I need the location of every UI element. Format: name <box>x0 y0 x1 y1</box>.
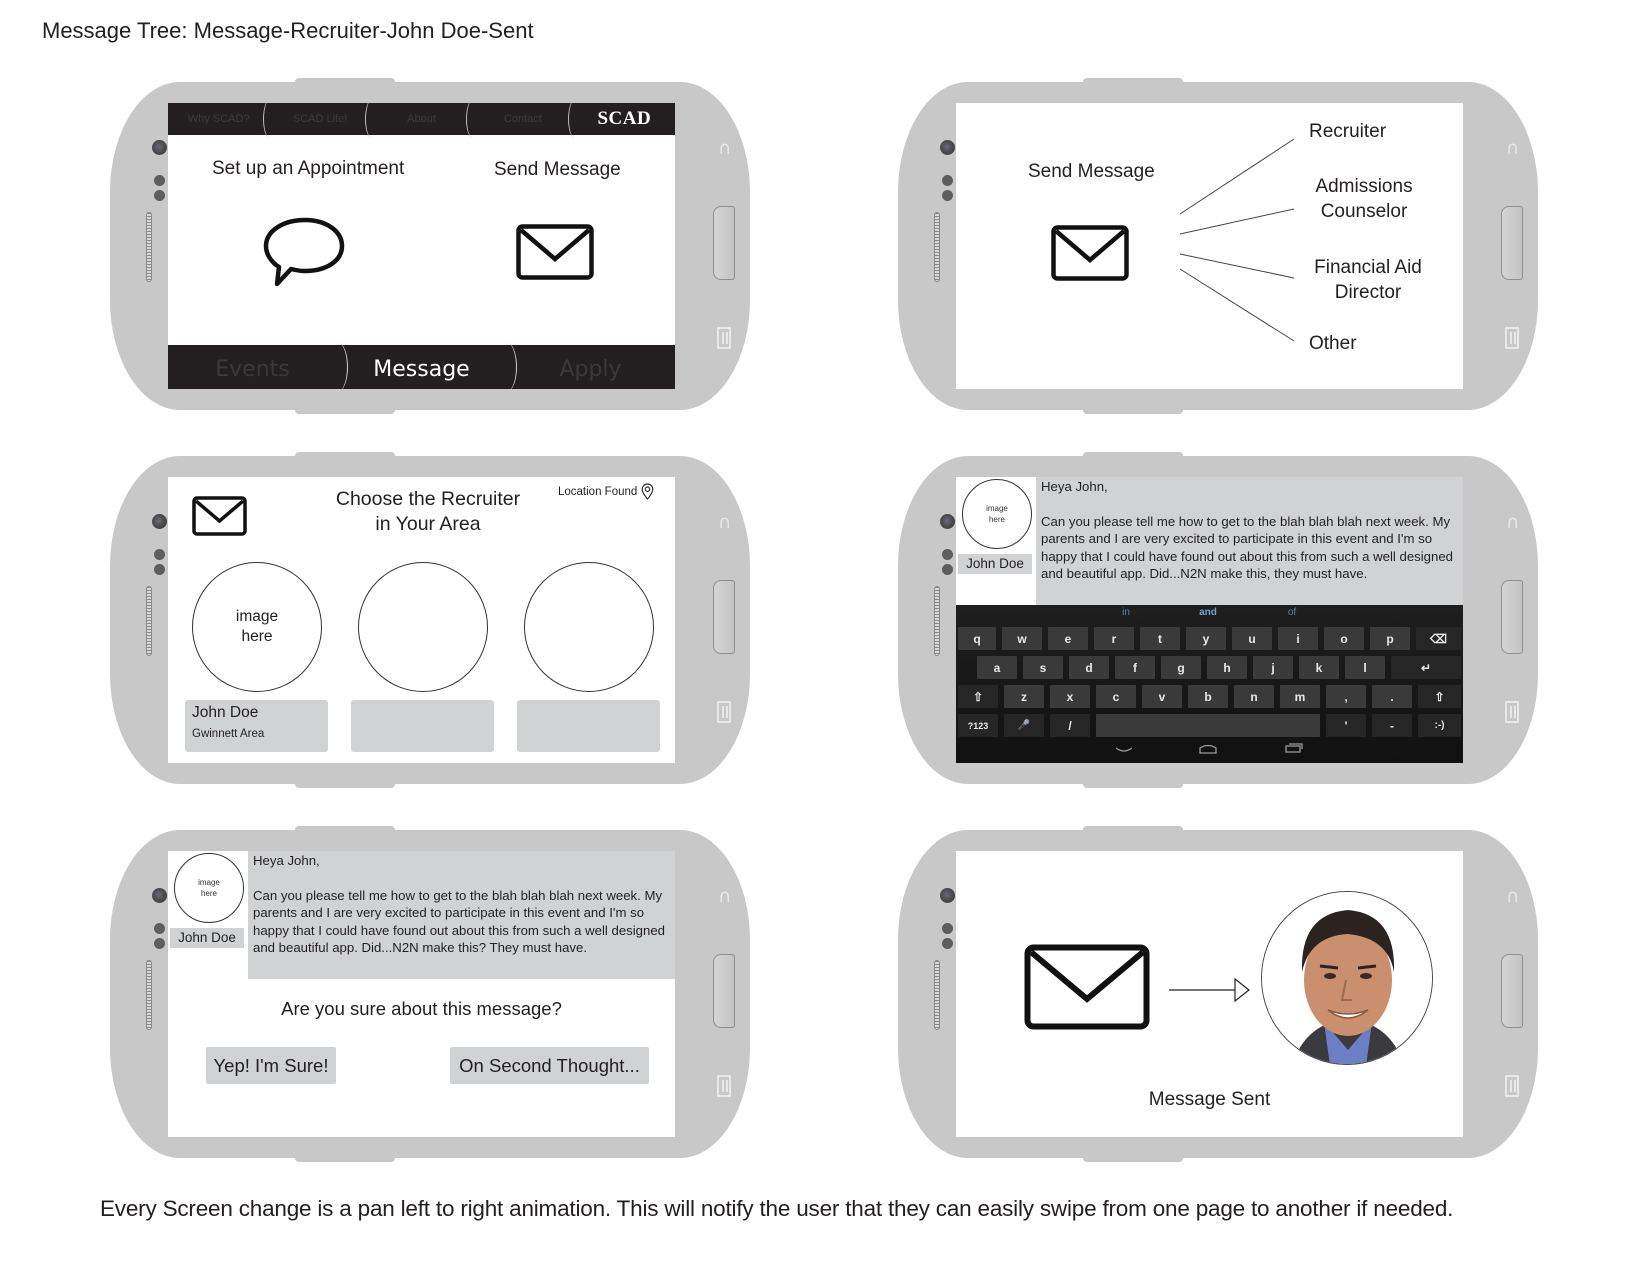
option-admissions-counselor[interactable] <box>1309 174 1419 224</box>
key-j[interactable]: j <box>1253 656 1293 679</box>
key-emoticon[interactable]: :-) <box>1418 714 1461 737</box>
heading-line: in Your Area <box>375 513 481 535</box>
confirm-send-button[interactable]: Yep! I'm Sure! <box>206 1047 336 1084</box>
camera-icon <box>152 140 167 155</box>
key-z[interactable]: z <box>1004 685 1044 708</box>
message-sent-status: Message Sent <box>1148 1089 1271 1110</box>
recipient-name: John Doe <box>958 554 1032 574</box>
key-m[interactable]: m <box>1280 685 1320 708</box>
key-enter[interactable]: ↵ <box>1391 656 1461 679</box>
key-period[interactable]: . <box>1372 685 1412 708</box>
tree-connector-lines <box>956 103 1463 389</box>
appointment-label[interactable]: Set up an Appointment <box>212 158 405 179</box>
menu-icon[interactable] <box>1505 701 1519 723</box>
phone-message-sent <box>898 830 1538 1158</box>
key-u[interactable]: u <box>1232 627 1272 650</box>
key-h[interactable]: h <box>1207 656 1247 679</box>
footer-note: Every Screen change is a pan left to right animation. This will notify the user that they can easily swipe from one page to another if needed. <box>100 1196 1454 1221</box>
camera-icon <box>152 888 167 903</box>
back-icon[interactable]: ∩ <box>1506 886 1520 907</box>
recruiter-card[interactable] <box>517 700 660 752</box>
key-f[interactable]: f <box>1115 656 1155 679</box>
tab-apply[interactable]: Apply <box>506 345 675 389</box>
recruiter-photo-placeholder[interactable] <box>524 562 654 692</box>
sensor-dot <box>942 923 953 934</box>
screen-message-sent <box>956 851 1463 1137</box>
key-o[interactable]: o <box>1324 627 1364 650</box>
speaker-grille <box>146 212 152 282</box>
back-icon[interactable]: ∩ <box>718 512 732 533</box>
placeholder-text <box>236 607 278 647</box>
suggestion-in[interactable]: in <box>1122 607 1130 618</box>
page-heading <box>308 487 548 537</box>
key-c[interactable]: c <box>1096 685 1136 708</box>
option-line: Financial Aid <box>1314 257 1422 278</box>
speaker-grille <box>934 212 940 282</box>
microphone-icon[interactable]: 🎤 <box>1004 714 1044 737</box>
back-icon[interactable]: ∩ <box>1506 138 1520 159</box>
key-r[interactable]: r <box>1094 627 1134 650</box>
phone-message-tree <box>898 82 1538 410</box>
sensor-dot <box>154 923 165 934</box>
key-comma[interactable]: , <box>1326 685 1366 708</box>
key-apostrophe[interactable]: ' <box>1326 714 1366 737</box>
sensor-dot <box>154 549 165 560</box>
key-space[interactable] <box>1096 714 1320 737</box>
screen-choose-recruiter <box>168 477 675 763</box>
camera-icon <box>940 140 955 155</box>
screen-confirm-message <box>168 851 675 1137</box>
option-recruiter[interactable]: Recruiter <box>1309 121 1387 142</box>
recipient-avatar <box>962 479 1032 549</box>
key-l[interactable]: l <box>1345 656 1385 679</box>
key-p[interactable]: p <box>1370 627 1410 650</box>
key-i[interactable]: i <box>1278 627 1318 650</box>
nav-home-icon[interactable] <box>1198 743 1218 755</box>
key-shift-left[interactable]: ⇧ <box>958 685 998 708</box>
key-a[interactable]: a <box>977 656 1017 679</box>
placeholder-line: here <box>200 889 217 898</box>
sensor-dot <box>154 938 165 949</box>
menu-icon[interactable] <box>717 1075 731 1097</box>
arrow-right-icon <box>1169 977 1254 1003</box>
key-n[interactable]: n <box>1234 685 1274 708</box>
home-button[interactable] <box>1501 206 1523 280</box>
sensor-dot <box>942 564 953 575</box>
page-title: Message Tree: Message-Recruiter-John Doe-Sent <box>42 18 534 43</box>
key-d[interactable]: d <box>1069 656 1109 679</box>
location-status <box>558 483 654 500</box>
speaker-grille <box>934 586 940 656</box>
camera-icon <box>940 514 955 529</box>
key-slash[interactable]: / <box>1050 714 1090 737</box>
tab-events[interactable]: Events <box>215 356 290 382</box>
cancel-send-button[interactable]: On Second Thought... <box>450 1047 649 1084</box>
speaker-grille <box>146 960 152 1030</box>
key-dash[interactable]: - <box>1372 714 1412 737</box>
key-e[interactable]: e <box>1048 627 1088 650</box>
nav-scad-life[interactable]: SCAD Life! <box>269 103 370 135</box>
back-icon[interactable]: ∩ <box>718 138 732 159</box>
message-input[interactable] <box>1036 477 1463 605</box>
option-line: Director <box>1334 282 1402 303</box>
recruiter-card[interactable] <box>351 700 494 752</box>
nav-recents-icon[interactable] <box>1284 742 1304 754</box>
nav-back-icon[interactable] <box>1114 745 1134 755</box>
scad-logo[interactable]: SCAD <box>574 103 675 135</box>
option-line: Admissions <box>1315 176 1413 197</box>
phone-confirm-message <box>110 830 750 1158</box>
menu-icon[interactable] <box>1505 327 1519 349</box>
home-button[interactable] <box>713 580 735 654</box>
send-message-label: Send Message <box>1028 161 1155 182</box>
back-icon[interactable]: ∩ <box>1506 512 1520 533</box>
home-button[interactable] <box>713 954 735 1028</box>
heading-line: Choose the Recruiter <box>335 488 521 510</box>
location-status-label: Location Found <box>558 485 638 498</box>
confirm-question: Are you sure about this message? <box>281 998 562 1019</box>
recruiter-area: Gwinnett Area <box>192 728 265 740</box>
option-line: Counselor <box>1320 201 1408 222</box>
menu-icon[interactable] <box>1505 1075 1519 1097</box>
sensor-dot <box>942 190 953 201</box>
placeholder-line: image <box>986 504 1008 513</box>
key-backspace[interactable]: ⌫ <box>1416 627 1461 650</box>
nav-why-scad[interactable]: Why SCAD? <box>187 113 250 125</box>
key-g[interactable]: g <box>1161 656 1201 679</box>
speaker-grille <box>934 960 940 1030</box>
message-preview <box>248 851 675 979</box>
send-message-label[interactable]: Send Message <box>494 159 621 180</box>
message-text: Can you please tell me how to get to the blah blah blah next week. My parents and I are very excited to participate in this event and I'm so happy that I could have found out about this from such a well designed and beautiful app. Did...N2N make this, they must have. <box>1041 513 1454 581</box>
sensor-dot <box>942 549 953 560</box>
key-t[interactable]: t <box>1140 627 1180 650</box>
key-shift-right[interactable]: ⇧ <box>1418 685 1461 708</box>
speech-bubble-icon[interactable] <box>262 216 348 288</box>
camera-icon <box>940 888 955 903</box>
menu-icon[interactable] <box>717 327 731 349</box>
envelope-icon[interactable] <box>516 224 594 280</box>
menu-icon[interactable] <box>717 701 731 723</box>
key-x[interactable]: x <box>1050 685 1090 708</box>
key-q[interactable]: q <box>958 627 996 650</box>
key-s[interactable]: s <box>1023 656 1063 679</box>
recipient-name: John Doe <box>170 928 244 948</box>
envelope-icon <box>1024 944 1150 1030</box>
home-button[interactable] <box>713 206 735 280</box>
recruiter-portrait-image <box>1262 892 1433 1065</box>
recruiter-card[interactable] <box>185 700 328 752</box>
option-financial-aid-director[interactable] <box>1309 255 1427 305</box>
sensor-dot <box>942 938 953 949</box>
screen-compose-message <box>956 477 1463 763</box>
recruiter-photo-placeholder[interactable] <box>192 562 322 692</box>
home-button[interactable] <box>1501 954 1523 1028</box>
placeholder-line: here <box>241 628 273 645</box>
suggestion-and[interactable]: and <box>1199 607 1217 618</box>
recipient-avatar <box>174 853 244 923</box>
top-nav <box>168 103 675 135</box>
camera-icon <box>152 514 167 529</box>
message-greeting: Heya John, <box>253 853 320 868</box>
nav-contact[interactable]: Contact <box>472 103 573 135</box>
phone-compose-message <box>898 456 1538 784</box>
phone-choose-recruiter <box>110 456 750 784</box>
tab-message[interactable]: Message <box>337 345 506 389</box>
screen-message-tree <box>956 103 1463 389</box>
key-b[interactable]: b <box>1188 685 1228 708</box>
bottom-nav <box>168 345 675 389</box>
nav-about[interactable]: About <box>371 103 472 135</box>
map-pin-icon <box>641 483 654 500</box>
placeholder-line: image <box>235 608 279 625</box>
phone-home <box>110 82 750 410</box>
option-other[interactable]: Other <box>1309 333 1357 354</box>
recruiter-photo <box>1261 891 1433 1065</box>
sensor-dot <box>154 190 165 201</box>
home-button[interactable] <box>1501 580 1523 654</box>
key-y[interactable]: y <box>1186 627 1226 650</box>
message-text: Can you please tell me how to get to the blah blah blah next week. My parents and I are very excited to participate in this event and I'm so happy that I could have found out about this from such a well designed and beautiful app. Did...N2N make this? They must have. <box>253 887 666 955</box>
placeholder-line: image <box>198 878 220 887</box>
recruiter-name: John Doe <box>192 704 259 721</box>
key-symbols[interactable]: ?123 <box>958 714 998 737</box>
key-k[interactable]: k <box>1299 656 1339 679</box>
speaker-grille <box>146 586 152 656</box>
suggestion-of[interactable]: of <box>1287 607 1297 618</box>
placeholder-line: here <box>988 515 1005 524</box>
envelope-icon <box>192 496 247 536</box>
key-v[interactable]: v <box>1142 685 1182 708</box>
on-screen-keyboard <box>956 605 1463 763</box>
sensor-dot <box>154 564 165 575</box>
screen-home <box>168 103 675 389</box>
message-greeting: Heya John, <box>1041 479 1108 494</box>
recruiter-photo-placeholder[interactable] <box>358 562 488 692</box>
sensor-dot <box>942 175 953 186</box>
key-w[interactable]: w <box>1002 627 1042 650</box>
back-icon[interactable]: ∩ <box>718 886 732 907</box>
sensor-dot <box>154 175 165 186</box>
